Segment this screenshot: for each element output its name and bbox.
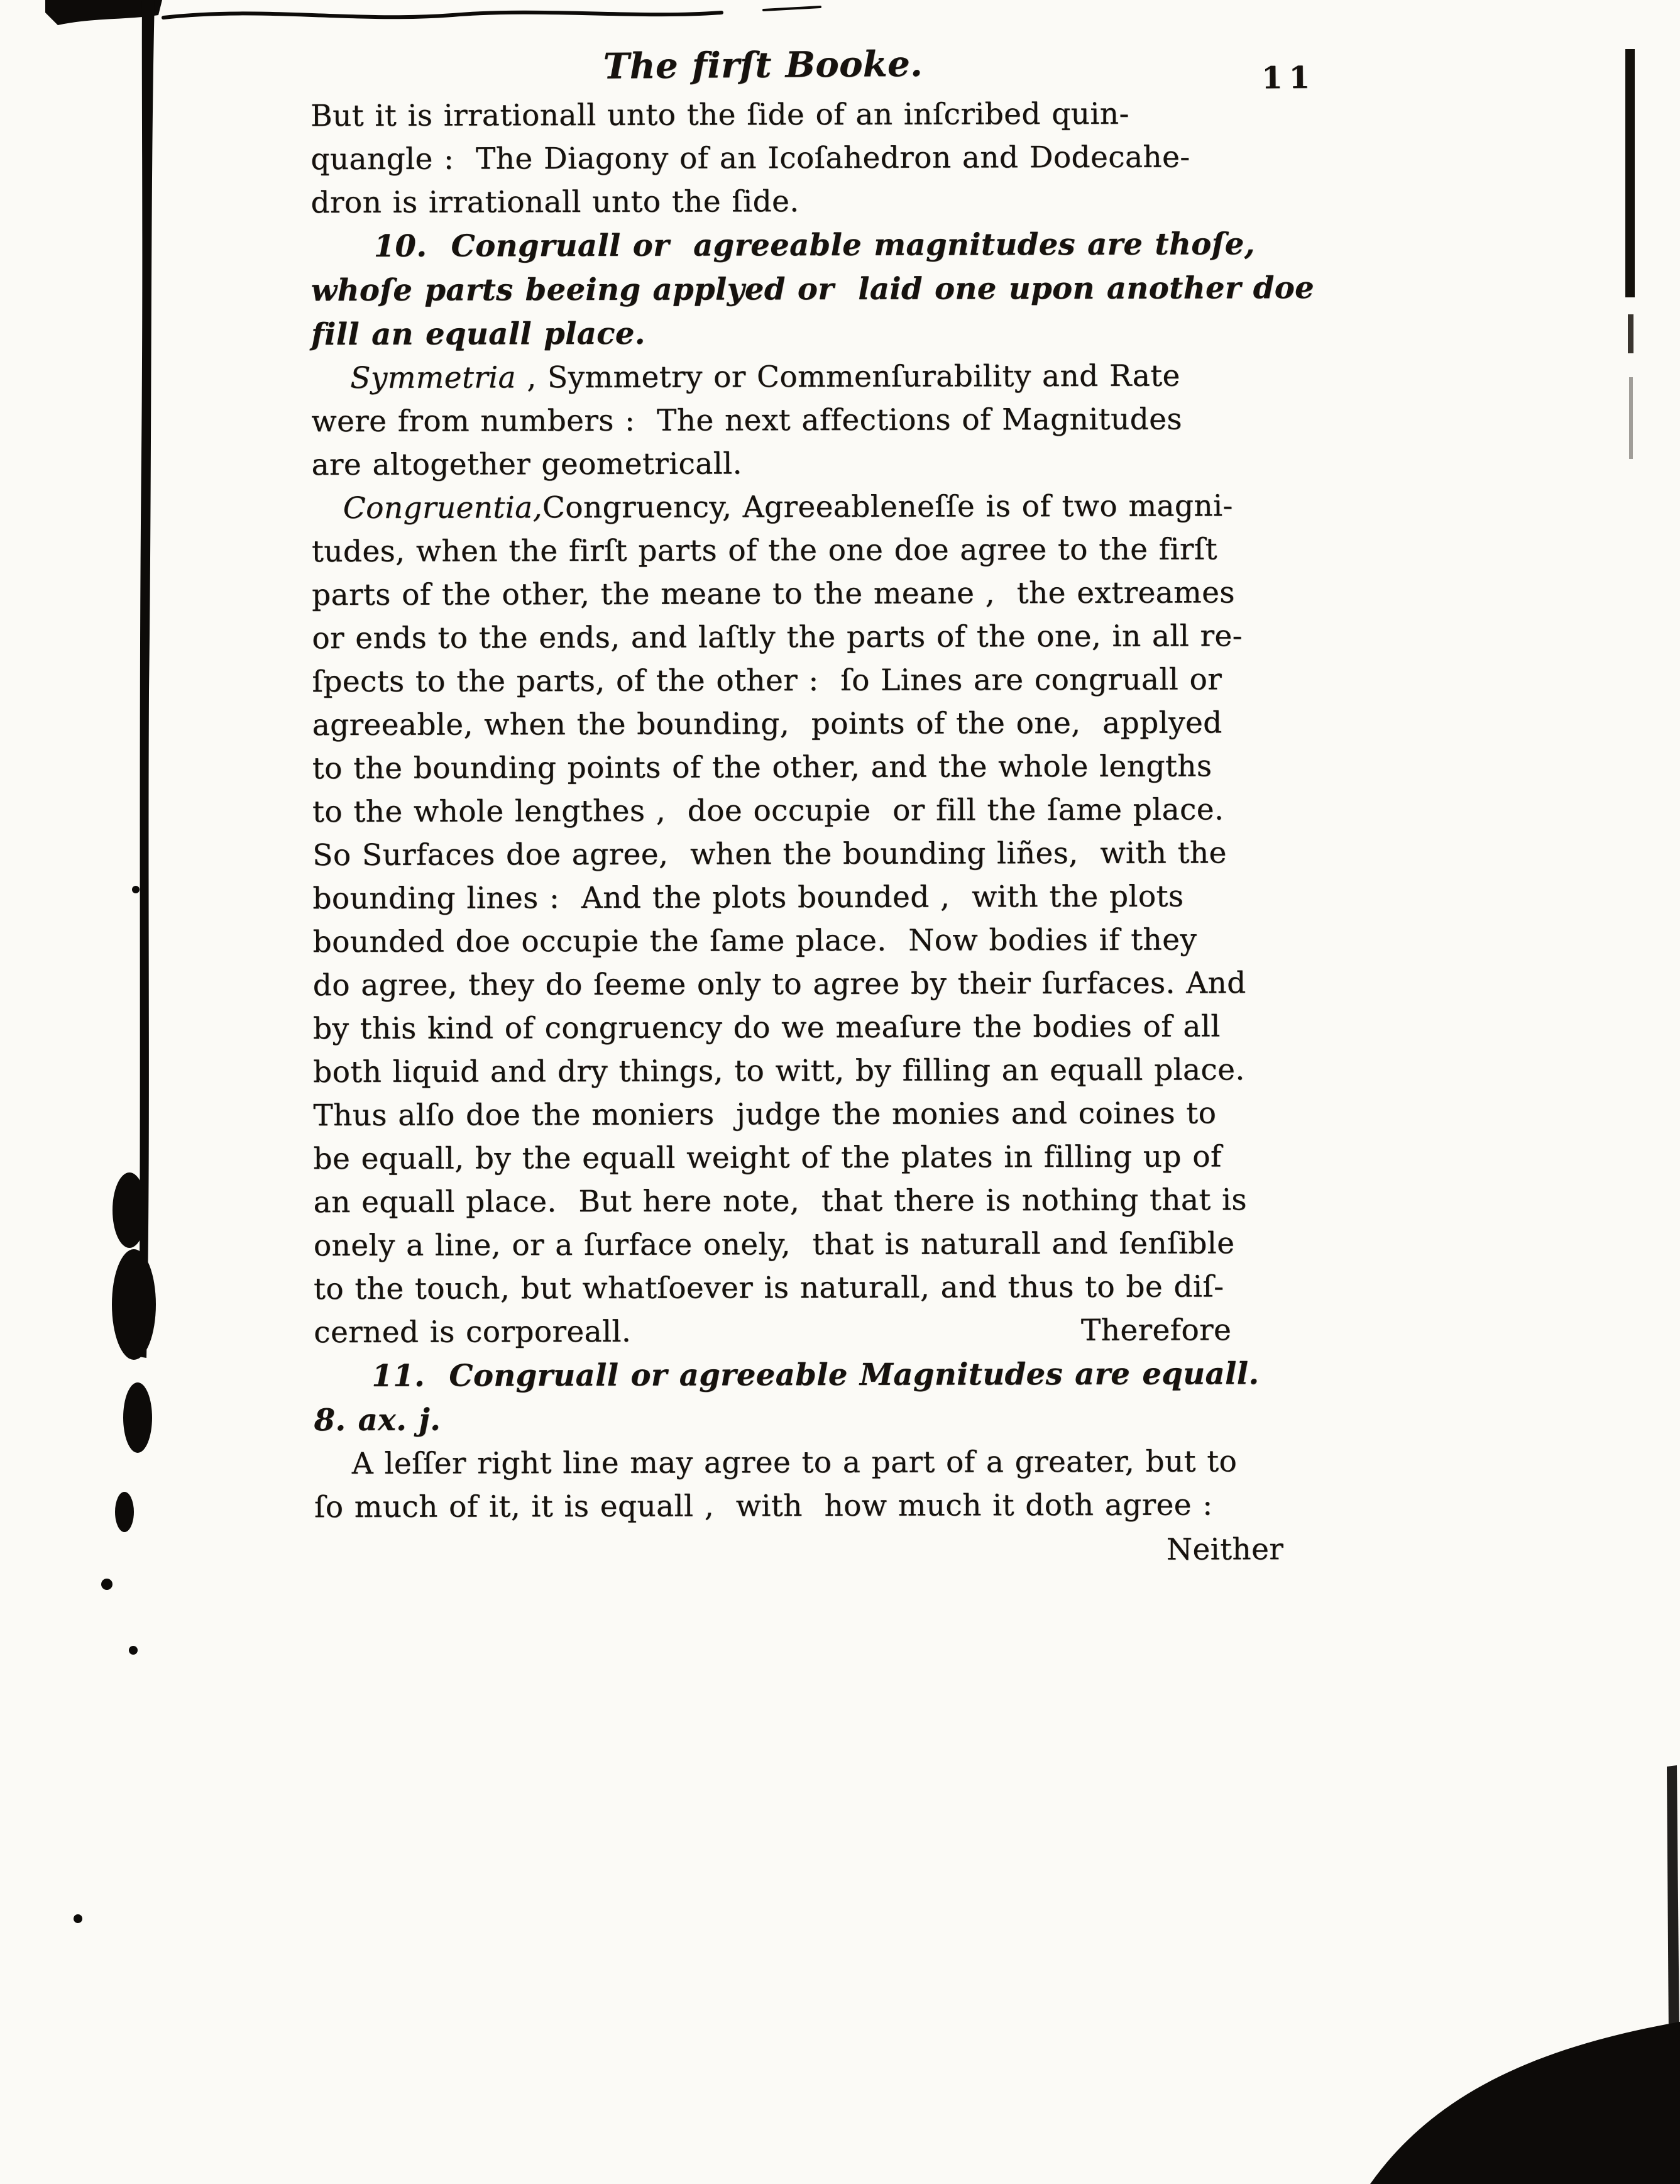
paragraph-symmetria-text: , Symmetry or Commenſurability and Rate were from numbers : The next affections of Magnitudes are altogether geometricall. xyxy=(311,358,1182,483)
catchword-neither: Neither xyxy=(1166,1532,1284,1567)
paragraph-congruentia xyxy=(312,484,1320,1354)
top-edge-crease-line xyxy=(163,13,722,18)
left-edge-ink-bar xyxy=(139,0,155,1358)
bottom-right-ink-blot xyxy=(1370,2022,1680,2184)
lead-word-congruentia: Congruentia, xyxy=(343,490,542,526)
right-edge-ink-mark xyxy=(1628,314,1633,353)
right-edge-ink-bar xyxy=(1625,49,1635,297)
paragraph-irrational-side: But it is irrationall unto the ſide of an inſcribed quin- quangle : The Diagony of an Icoſahedron and Dodecahe- dron is irrationall unto the ſide. xyxy=(310,96,1190,221)
left-margin-ink-blot xyxy=(123,1382,152,1453)
left-margin-ink-speck xyxy=(101,1579,113,1590)
left-margin-ink-blot xyxy=(113,1172,146,1248)
right-edge-ink-mark xyxy=(1629,377,1633,459)
left-margin-ink-blot xyxy=(112,1249,156,1360)
left-margin-ink-speck xyxy=(132,886,140,893)
top-edge-crease-dash xyxy=(764,7,820,10)
left-margin-ink-speck xyxy=(74,1914,82,1923)
page-number: 11 xyxy=(1261,60,1317,96)
definition-10: 10. Congruall or agreeable magnitudes are thoſe, whoſe parts beeing applyed or laid one upon another doe fill an equall place. xyxy=(310,226,1315,353)
left-margin-ink-blot xyxy=(115,1492,134,1532)
page-text-block xyxy=(310,41,1320,1574)
right-edge-bottom-strip xyxy=(1667,1765,1679,2038)
paragraph-symmetria xyxy=(311,354,1317,487)
lead-word-symmetria: Symmetria xyxy=(350,360,516,395)
definition-11: 11. Congruall or agreeable Magnitudes are equall. 8. ax. j. xyxy=(314,1356,1260,1438)
paragraph-lesser-line: A leſſer right line may agree to a part of a greater, but to ſo much of it, it is equall , with how much it doth agree : xyxy=(314,1444,1238,1525)
top-left-corner-ink-blot xyxy=(45,0,162,25)
paragraph-congruentia-text: Congruency, Agreeableneſſe is of two magni- tudes, when the firſt parts of the one doe agree to the firſt parts of the other, the meane to the meane , the extreames or ends to the ends, and laſtly the parts of the one, in all re- ſpects to the parts, of the other : ſo Lines are congruall or agreeable, when the bounding, points of the one, applyed to the bounding points of the other, and the whole lengths to the whole lengthes , doe occupie or fill the ſame place. So Surfaces doe agree, when the bounding liñes, with the bounding lines : And the plots bounded , with the plots bounded doe occupie the ſame place. Now bodies if they do agree, they do ſeeme only to agree by their ſurfaces. And by this kind of congruency do we meaſure the bodies of all both liquid and dry things, to witt, by filling an equall place. Thus alſo doe the moniers judge the monies and coines to be equall, by the equall weight of the plates in filling up of an equall place. But here note, that there is nothing that is onely a line, or a ſurface onely, that is naturall and ſenſible to the touch, but whatſoever is naturall, and thus to be diſ- cerned is corporeall. xyxy=(311,488,1247,1350)
page-title: The firſt Booke. xyxy=(603,43,923,87)
left-margin-ink-speck xyxy=(129,1646,138,1655)
running-header xyxy=(310,39,1317,97)
catchword-therefore: Therefore xyxy=(1080,1313,1232,1348)
